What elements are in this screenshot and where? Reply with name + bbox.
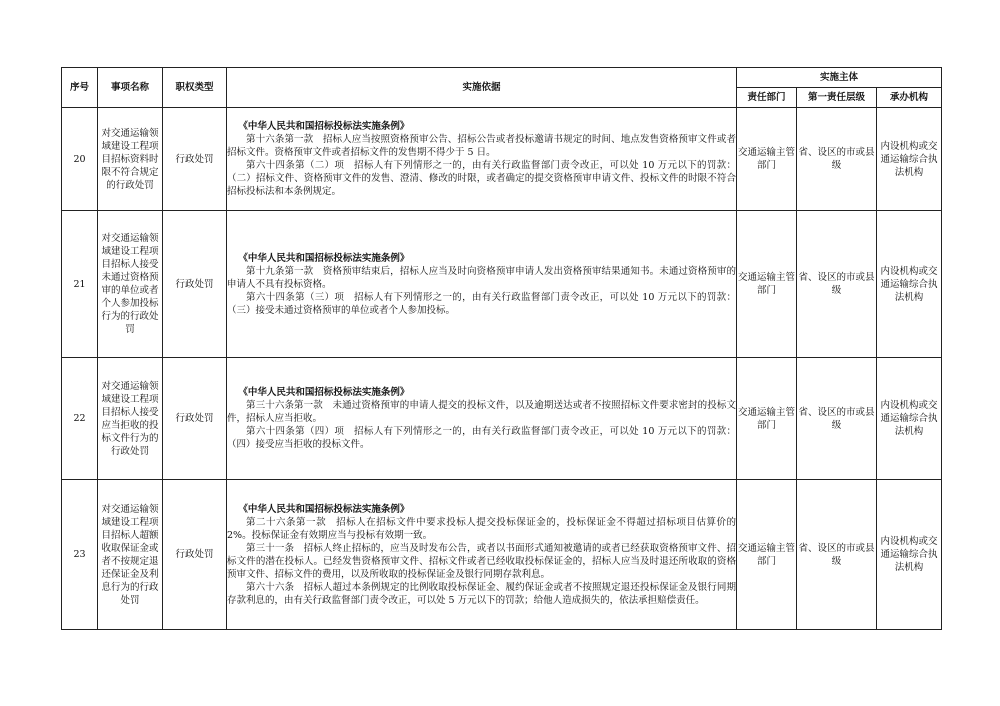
row-level: 省、设区的市或县级 bbox=[797, 108, 877, 211]
row-basis bbox=[227, 358, 737, 480]
row-power-type: 行政处罚 bbox=[163, 108, 227, 211]
row-basis bbox=[227, 480, 737, 630]
law-title: 《中华人民共和国招标投标法实施条例》 bbox=[238, 503, 410, 515]
row-level: 省、设区的市或县级 bbox=[797, 480, 877, 630]
enforcement-table bbox=[61, 67, 942, 630]
table-row bbox=[62, 211, 942, 358]
row-organ: 内设机构或交通运输综合执法机构 bbox=[877, 358, 942, 480]
row-item-name: 对交通运输领域建设工程项目招标人接受应当拒收的投标文件行为的行政处罚 bbox=[98, 358, 163, 480]
row-power-type: 行政处罚 bbox=[163, 480, 227, 630]
row-item-name: 对交通运输领域建设工程项目招标资料时限不符合规定的行政处罚 bbox=[98, 108, 163, 211]
row-organ: 内设机构或交通运输综合执法机构 bbox=[877, 108, 942, 211]
row-seq: 22 bbox=[62, 358, 98, 480]
row-seq: 21 bbox=[62, 211, 98, 358]
row-level: 省、设区的市或县级 bbox=[797, 211, 877, 358]
table-row bbox=[62, 108, 942, 211]
basis-paragraph: 第六十六条 招标人超过本条例规定的比例收取投标保证金、履约保证金或者不按照规定退还投标保证金及银行同期存款利息的，由有关行政监督部门责令改正，可以处 5 万元以下的罚款；给他人造成损失的，依法承担赔偿责任。 bbox=[227, 581, 736, 606]
basis-paragraph: 第十六条第一款 招标人应当按照资格预审公告、招标公告或者投标邀请书规定的时间、地点发售资格预审文件或者招标文件。资格预审文件或者招标文件的发售期不得少于 5 日。 bbox=[227, 134, 736, 158]
row-item-name: 对交通运输领域建设工程项目招标人接受未通过资格预审的单位或者个人参加投标行为的行政处罚 bbox=[98, 211, 163, 358]
basis-paragraph: 第六十四条第（三）项 招标人有下列情形之一的，由有关行政监督部门责令改正，可以处 10 万元以下的罚款：（三）接受未通过资格预审的单位或者个人参加投标。 bbox=[227, 291, 736, 316]
row-power-type: 行政处罚 bbox=[163, 358, 227, 480]
header-power-type: 职权类型 bbox=[163, 68, 227, 108]
row-dept: 交通运输主管部门 bbox=[737, 480, 797, 630]
basis-paragraph: 第三十一条 招标人终止招标的，应当及时发布公告，或者以书面形式通知被邀请的或者已经获取资格预审文件、招标文件的潜在投标人。已经发售资格预审文件、招标文件或者已经收取投标保证金的，招标人应当及时退还所收取的资格预审文件、招标文件的费用，以及所收取的投标保证金及银行同期存款利息。 bbox=[227, 542, 736, 580]
header-basis: 实施依据 bbox=[227, 68, 737, 108]
row-item-name: 对交通运输领域建设工程项目招标人超额收取保证金或者不按规定退还保证金及利息行为的行政处罚 bbox=[98, 480, 163, 630]
law-title: 《中华人民共和国招标投标法实施条例》 bbox=[238, 121, 410, 132]
law-title: 《中华人民共和国招标投标法实施条例》 bbox=[238, 387, 410, 398]
header-dept: 责任部门 bbox=[737, 88, 797, 108]
header-subject: 实施主体 bbox=[737, 68, 942, 88]
row-dept: 交通运输主管部门 bbox=[737, 108, 797, 211]
row-basis bbox=[227, 211, 737, 358]
row-level: 省、设区的市或县级 bbox=[797, 358, 877, 480]
basis-paragraph: 第三十六条第一款 未通过资格预审的申请人提交的投标文件，以及逾期送达或者不按照招标文件要求密封的投标文件，招标人应当拒收。 bbox=[227, 400, 736, 424]
table-row bbox=[62, 480, 942, 630]
row-organ: 内设机构或交通运输综合执法机构 bbox=[877, 480, 942, 630]
row-seq: 20 bbox=[62, 108, 98, 211]
header-level: 第一责任层级 bbox=[797, 88, 877, 108]
row-seq: 23 bbox=[62, 480, 98, 630]
basis-paragraph: 第六十四条第（二）项 招标人有下列情形之一的，由有关行政监督部门责令改正，可以处 10 万元以下的罚款：（二）招标文件、资格预审文件的发售、澄清、修改的时限，或者确定的提交资格预审申请文件、投标文件的时限不符合招标投标法和本条例规定。 bbox=[227, 160, 736, 197]
header-seq: 序号 bbox=[62, 68, 98, 108]
row-power-type: 行政处罚 bbox=[163, 211, 227, 358]
basis-paragraph: 第十九条第一款 资格预审结束后，招标人应当及时向资格预审申请人发出资格预审结果通知书。未通过资格预审的申请人不具有投标资格。 bbox=[227, 265, 736, 290]
header-item-name: 事项名称 bbox=[98, 68, 163, 108]
row-dept: 交通运输主管部门 bbox=[737, 358, 797, 480]
basis-paragraph: 第六十四条第（四）项 招标人有下列情形之一的，由有关行政监督部门责令改正，可以处 10 万元以下的罚款：（四）接受应当拒收的投标文件。 bbox=[227, 426, 736, 450]
header-organ: 承办机构 bbox=[877, 88, 942, 108]
row-organ: 内设机构或交通运输综合执法机构 bbox=[877, 211, 942, 358]
row-dept: 交通运输主管部门 bbox=[737, 211, 797, 358]
table-row bbox=[62, 358, 942, 480]
law-title: 《中华人民共和国招标投标法实施条例》 bbox=[238, 252, 410, 264]
row-basis bbox=[227, 108, 737, 211]
basis-paragraph: 第二十六条第一款 招标人在招标文件中要求投标人提交投标保证金的，投标保证金不得超过招标项目估算价的 2%。投标保证金有效期应当与投标有效期一致。 bbox=[227, 516, 736, 541]
